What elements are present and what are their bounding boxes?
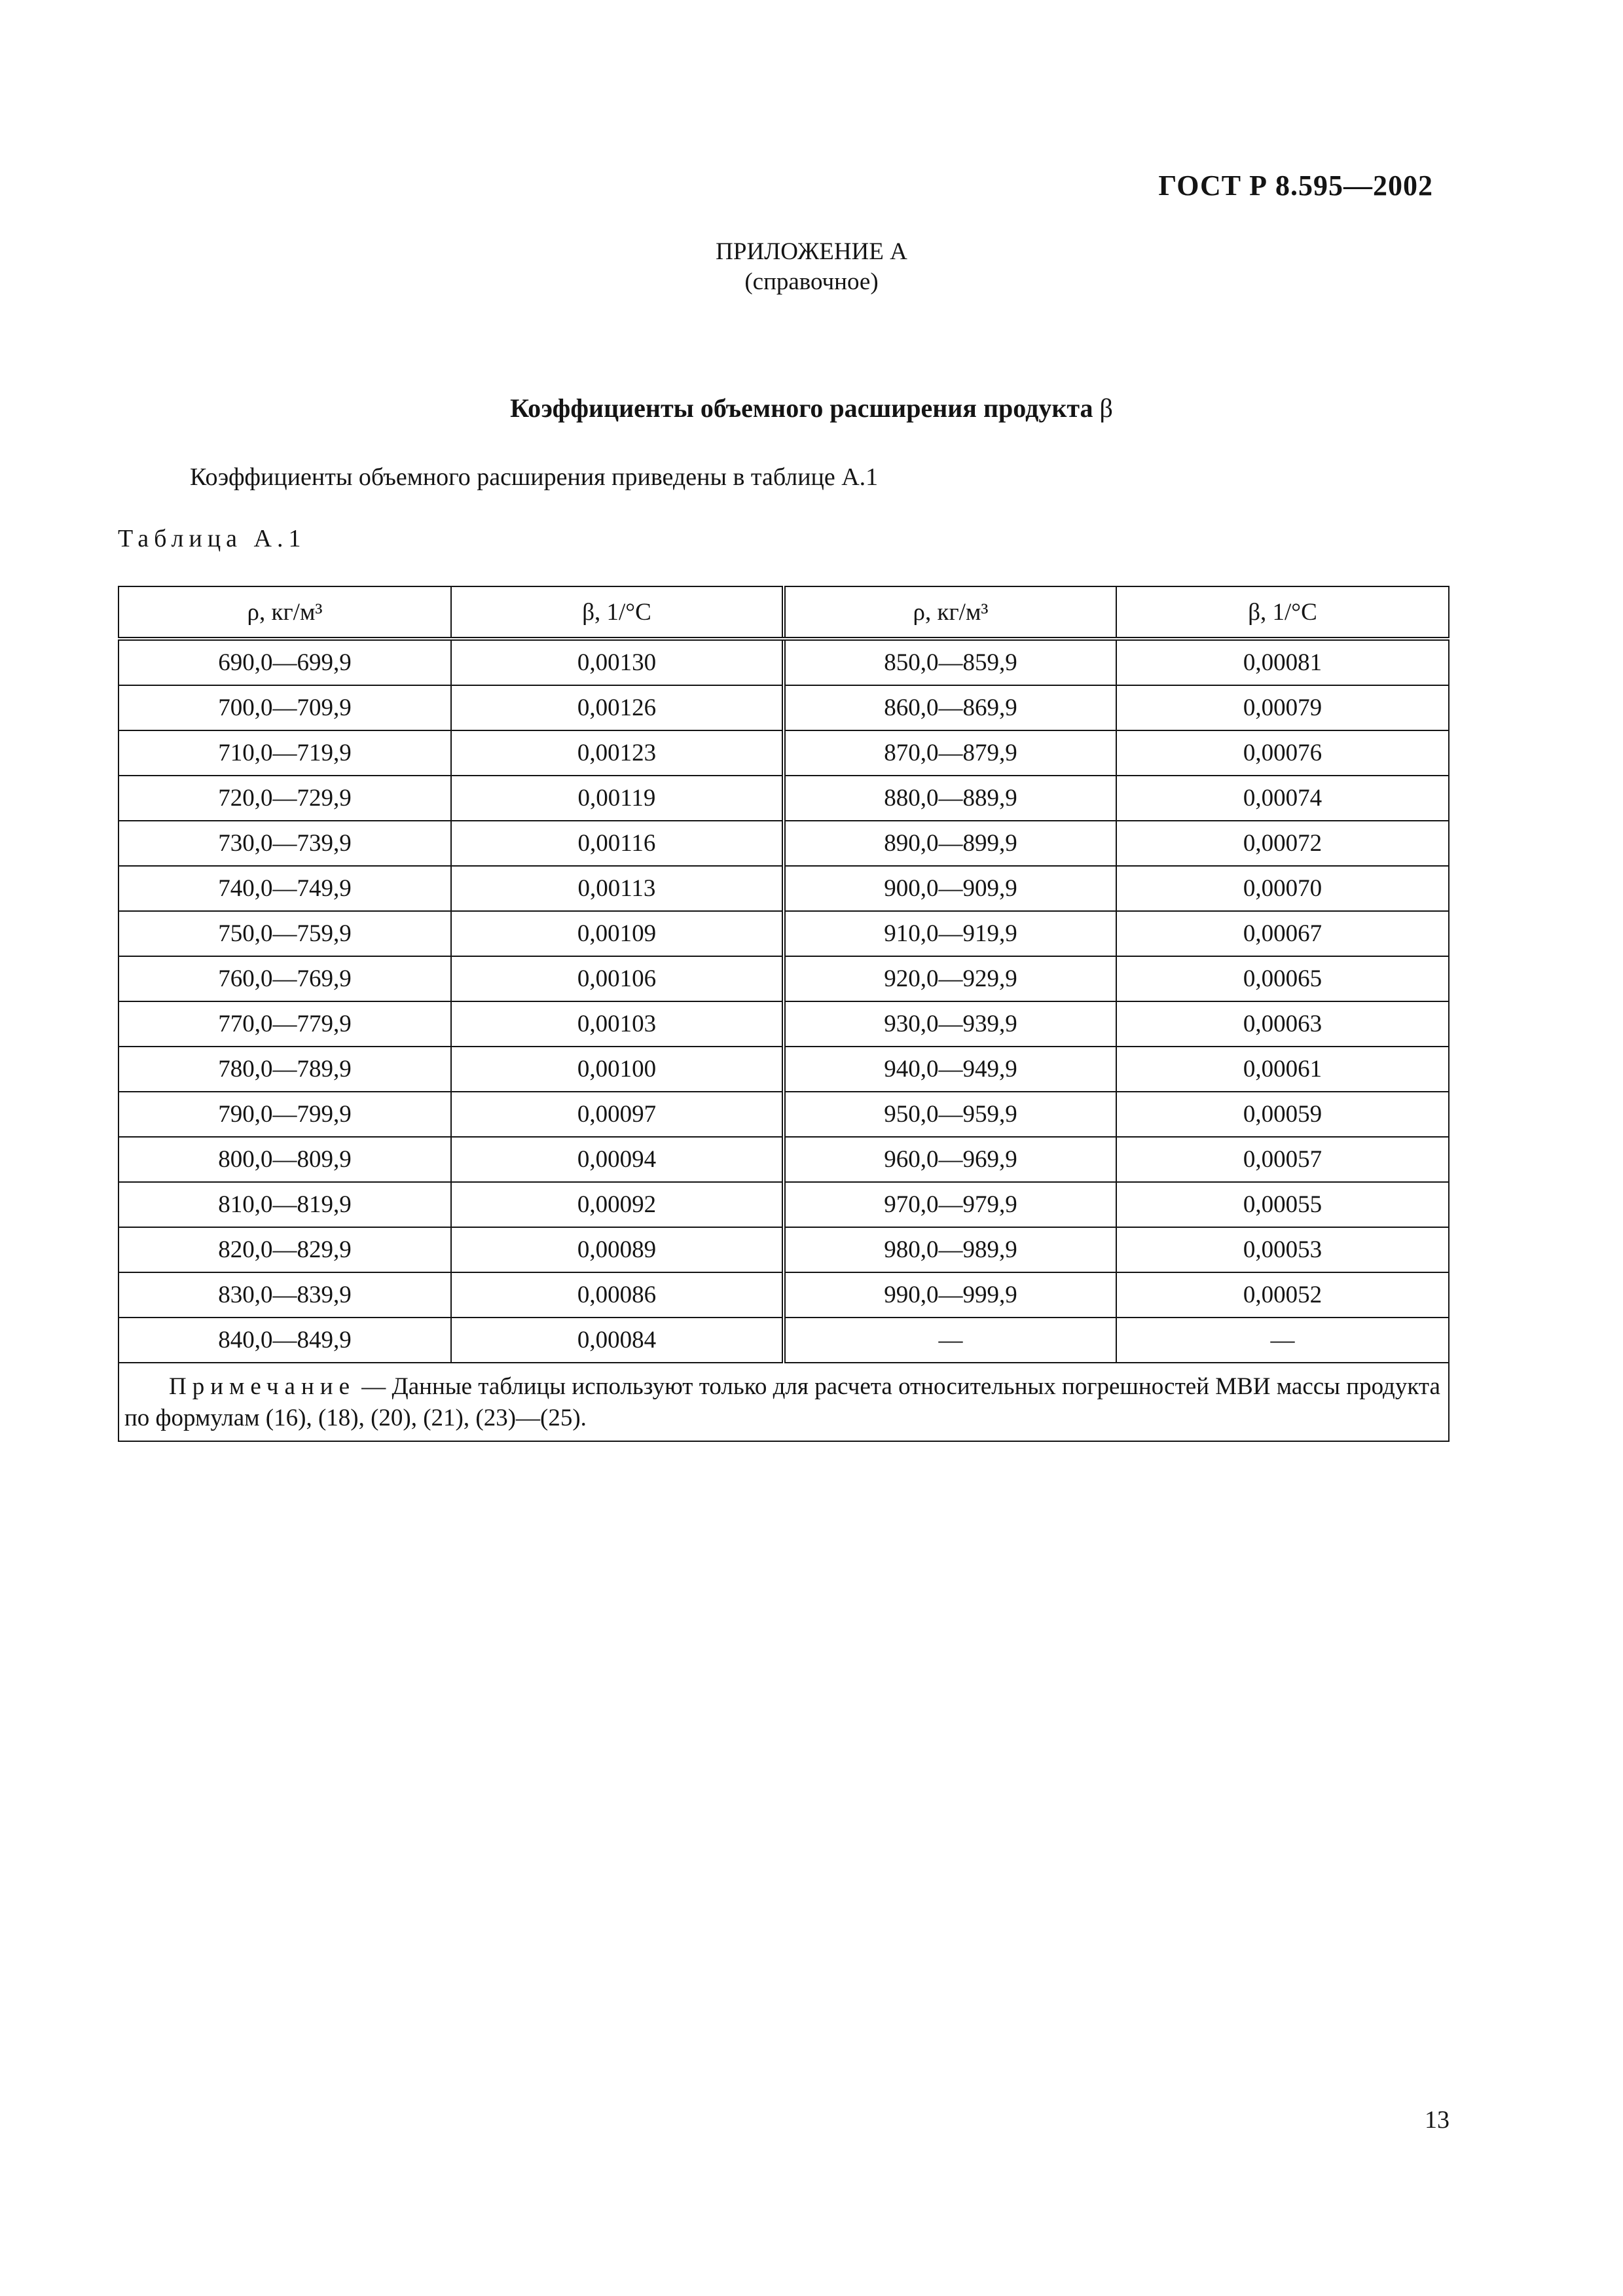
table-row	[119, 639, 1449, 685]
cell-coef-right: 0,00057	[1116, 1137, 1449, 1182]
cell-coef-right: 0,00063	[1116, 1001, 1449, 1047]
cell-coef-right: 0,00053	[1116, 1227, 1449, 1272]
section-title-symbol: β	[1099, 393, 1113, 423]
cell-density-left: 700,0—709,9	[119, 685, 451, 730]
table-row	[119, 776, 1449, 821]
cell-coef-left: 0,00089	[451, 1227, 784, 1272]
cell-density-right: 990,0—999,9	[784, 1272, 1116, 1318]
appendix-status: (справочное)	[744, 268, 879, 295]
cell-coef-left: 0,00100	[451, 1047, 784, 1092]
cell-density-left: 720,0—729,9	[119, 776, 451, 821]
note-label: Примечание	[169, 1373, 356, 1400]
header-density-right: ρ, кг/м³	[784, 586, 1116, 639]
cell-density-left: 760,0—769,9	[119, 956, 451, 1001]
cell-density-left: 730,0—739,9	[119, 821, 451, 866]
page-number: 13	[1425, 2106, 1450, 2134]
cell-density-left: 710,0—719,9	[119, 730, 451, 776]
table-row	[119, 956, 1449, 1001]
cell-coef-left: 0,00113	[451, 866, 784, 911]
cell-coef-right: 0,00070	[1116, 866, 1449, 911]
cell-density-left: 770,0—779,9	[119, 1001, 451, 1047]
table-row	[119, 1047, 1449, 1092]
cell-density-right: —	[784, 1318, 1116, 1363]
cell-coef-right: 0,00061	[1116, 1047, 1449, 1092]
cell-density-right: 960,0—969,9	[784, 1137, 1116, 1182]
cell-coef-left: 0,00084	[451, 1318, 784, 1363]
table-row	[119, 1227, 1449, 1272]
cell-coef-right: 0,00074	[1116, 776, 1449, 821]
cell-coef-left: 0,00123	[451, 730, 784, 776]
table-note	[119, 1363, 1449, 1441]
cell-coef-right: 0,00055	[1116, 1182, 1449, 1227]
table-row	[119, 911, 1449, 956]
cell-coef-right: 0,00079	[1116, 685, 1449, 730]
table-caption-number: А.1	[253, 525, 306, 552]
cell-density-left: 750,0—759,9	[119, 911, 451, 956]
cell-coef-left: 0,00106	[451, 956, 784, 1001]
cell-coef-left: 0,00094	[451, 1137, 784, 1182]
cell-coef-right: 0,00076	[1116, 730, 1449, 776]
cell-density-left: 810,0—819,9	[119, 1182, 451, 1227]
table-body	[119, 639, 1449, 1363]
cell-coef-right: 0,00052	[1116, 1272, 1449, 1318]
coefficients-table	[118, 586, 1450, 1442]
cell-coef-right: —	[1116, 1318, 1449, 1363]
cell-coef-right: 0,00065	[1116, 956, 1449, 1001]
cell-density-right: 940,0—949,9	[784, 1047, 1116, 1092]
table-note-row	[119, 1363, 1449, 1441]
cell-coef-left: 0,00086	[451, 1272, 784, 1318]
cell-coef-right: 0,00081	[1116, 639, 1449, 685]
cell-coef-right: 0,00067	[1116, 911, 1449, 956]
cell-coef-left: 0,00109	[451, 911, 784, 956]
document-code: ГОСТ Р 8.595—2002	[1158, 170, 1433, 202]
cell-density-left: 740,0—749,9	[119, 866, 451, 911]
cell-coef-left: 0,00103	[451, 1001, 784, 1047]
table-caption-word: Таблица	[118, 525, 243, 552]
cell-coef-right: 0,00072	[1116, 821, 1449, 866]
cell-density-left: 830,0—839,9	[119, 1272, 451, 1318]
cell-coef-left: 0,00130	[451, 639, 784, 685]
table-row	[119, 1001, 1449, 1047]
cell-density-left: 780,0—789,9	[119, 1047, 451, 1092]
table-row	[119, 1137, 1449, 1182]
table-row	[119, 1318, 1449, 1363]
cell-density-right: 950,0—959,9	[784, 1092, 1116, 1137]
section-title-text: Коэффициенты объемного расширения продукта	[510, 393, 1093, 423]
header-coef-left: β, 1/°С	[451, 586, 784, 639]
table-header	[119, 586, 1449, 639]
table-header-row	[119, 586, 1449, 639]
cell-density-left: 840,0—849,9	[119, 1318, 451, 1363]
cell-coef-right: 0,00059	[1116, 1092, 1449, 1137]
table-row	[119, 1272, 1449, 1318]
header-density-left: ρ, кг/м³	[119, 586, 451, 639]
table-caption	[118, 524, 306, 553]
cell-density-left: 690,0—699,9	[119, 639, 451, 685]
table-row	[119, 821, 1449, 866]
cell-coef-left: 0,00116	[451, 821, 784, 866]
cell-density-right: 890,0—899,9	[784, 821, 1116, 866]
cell-density-right: 910,0—919,9	[784, 911, 1116, 956]
header-coef-right: β, 1/°С	[1116, 586, 1449, 639]
cell-coef-left: 0,00119	[451, 776, 784, 821]
table-row	[119, 1092, 1449, 1137]
cell-density-right: 870,0—879,9	[784, 730, 1116, 776]
cell-density-right: 980,0—989,9	[784, 1227, 1116, 1272]
cell-density-right: 860,0—869,9	[784, 685, 1116, 730]
cell-coef-left: 0,00092	[451, 1182, 784, 1227]
appendix-title: ПРИЛОЖЕНИЕ А	[716, 238, 907, 265]
cell-density-right: 850,0—859,9	[784, 639, 1116, 685]
cell-density-left: 790,0—799,9	[119, 1092, 451, 1137]
cell-density-right: 900,0—909,9	[784, 866, 1116, 911]
section-title	[0, 393, 1623, 423]
appendix-heading	[0, 237, 1623, 297]
cell-density-right: 970,0—979,9	[784, 1182, 1116, 1227]
cell-density-right: 920,0—929,9	[784, 956, 1116, 1001]
cell-density-right: 880,0—889,9	[784, 776, 1116, 821]
cell-density-right: 930,0—939,9	[784, 1001, 1116, 1047]
cell-density-left: 820,0—829,9	[119, 1227, 451, 1272]
table-row	[119, 730, 1449, 776]
cell-coef-left: 0,00097	[451, 1092, 784, 1137]
table-row	[119, 685, 1449, 730]
cell-coef-left: 0,00126	[451, 685, 784, 730]
intro-paragraph: Коэффициенты объемного расширения приведены в таблице А.1	[190, 463, 879, 491]
note-text: — Данные таблицы используют только для расчета относительных погрешностей МВИ массы продукта по формулам (16), (18), (20), (21), (23)—(25).	[124, 1373, 1440, 1431]
table-row	[119, 1182, 1449, 1227]
table-row	[119, 866, 1449, 911]
cell-density-left: 800,0—809,9	[119, 1137, 451, 1182]
